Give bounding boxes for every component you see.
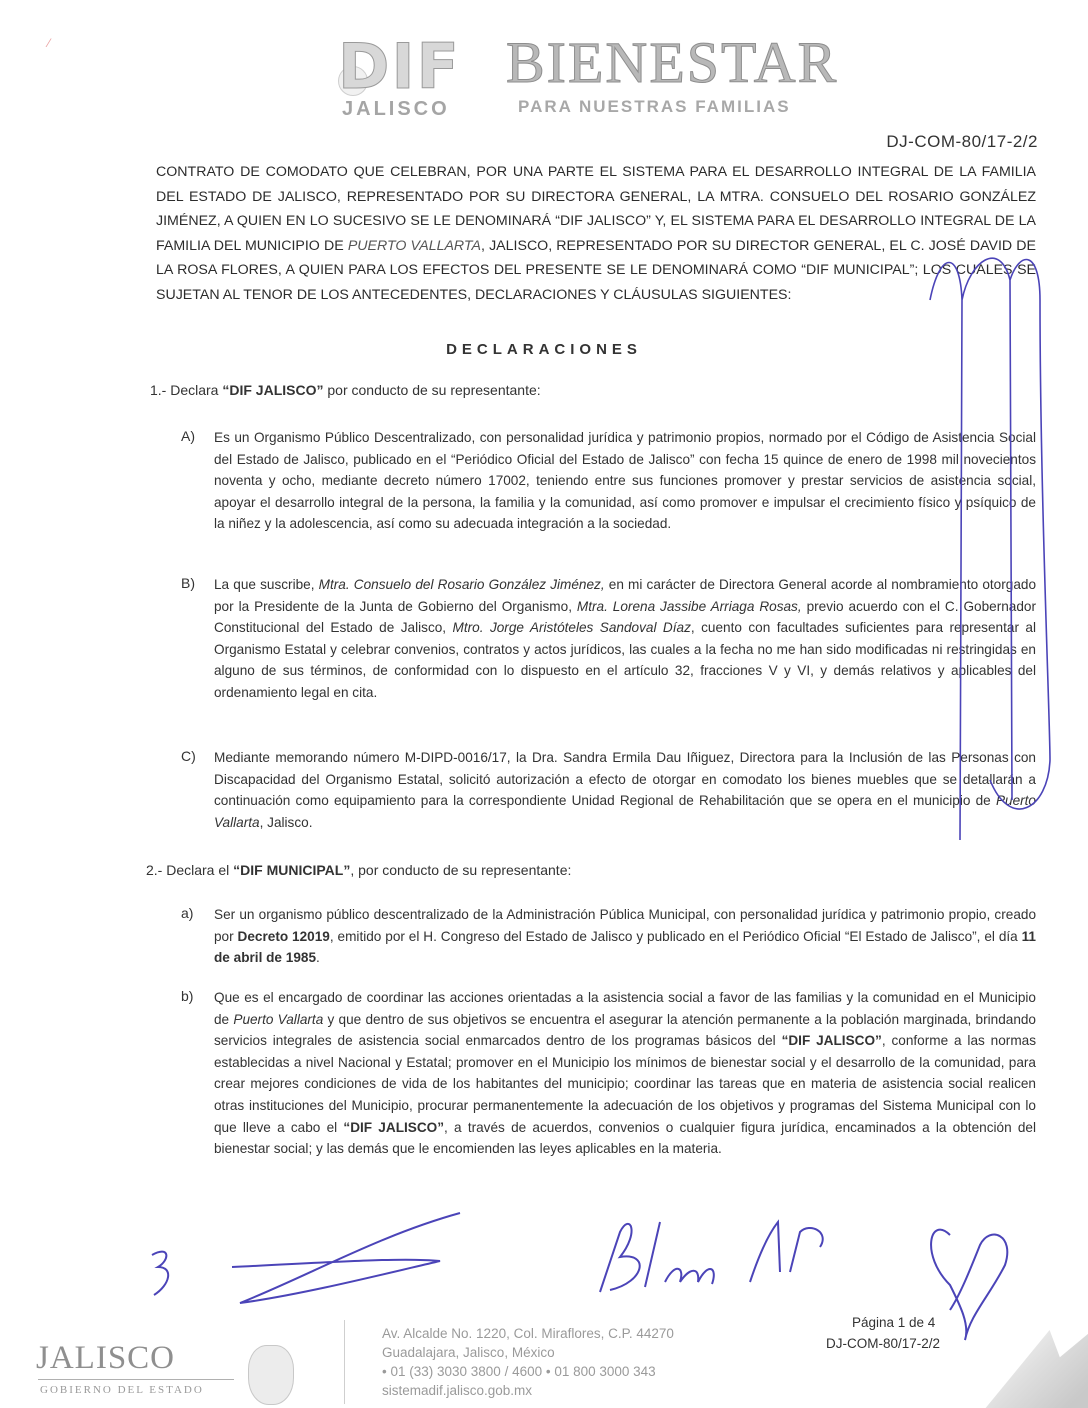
item-label: b) — [181, 988, 194, 1004]
item-label: A) — [181, 428, 195, 444]
text: en mi carácter de Directora General acorde al nombramiento otorgado por la Presidente de la Junta de Gobierno del Organismo, — [214, 577, 1036, 614]
logo-divider — [38, 1379, 234, 1380]
item-label: a) — [181, 905, 194, 921]
name: Mtra. Lorena Jassibe Arriaga Rosas, — [576, 598, 802, 614]
signature-2 — [590, 1212, 840, 1302]
decree: Decreto 12019 — [237, 928, 330, 944]
intro-text-1: CONTRATO DE COMODATO QUE CELEBRAN, POR UNA PARTE EL SISTEMA PARA EL DESARROLLO INTEGRAL DE LA FAMILIA DEL ESTADO DE JALISCO, REPRESENTADO POR SU DIRECTORA GENERAL, LA MTRA. CONSUELO DEL ROSARIO GONZÁLEZ JIMÉNEZ, A QUIEN EN LO SUCESIVO SE LE DENOMINARÁ “DIF JALISCO” Y, EL SISTEMA PARA EL DESARROLLO INTEGRAL DE LA FAMILIA DEL MUNICIPIO DE — [156, 164, 1036, 254]
phone-line: • 01 (33) 3030 3800 / 4600 • 01 800 3000 343 — [382, 1364, 656, 1379]
heading-entity: “DIF MUNICIPAL” — [233, 862, 351, 878]
heading-text: , por conducto de su representante: — [350, 862, 572, 878]
heading-text: por conducto de su representante: — [323, 382, 541, 398]
page-number: Página 1 de 4 — [852, 1315, 936, 1330]
footer-divider — [344, 1320, 345, 1404]
declaration-2-heading — [146, 862, 571, 878]
website: sistemadif.jalisco.gob.mx — [382, 1383, 533, 1398]
dif-logo-subtitle: JALISCO — [342, 98, 450, 120]
jalisco-state-logo: JALISCO — [36, 1340, 176, 1376]
text: y que dentro de sus objetivos se encuentra el asegurar la atención permanente a la población marginada, brindando servicios integrales de asistencia social enmarcados dentro de los programas básicos del — [214, 1011, 1036, 1049]
address-line-1: Av. Alcalde No. 1220, Col. Miraflores, C.P. 44270 — [382, 1326, 674, 1341]
footer-address — [382, 1324, 674, 1400]
section-title: DECLARACIONES — [446, 341, 642, 358]
municipality: Puerto Vallarta — [214, 793, 1036, 830]
name: Mtra. Consuelo del Rosario González Jiménez, — [318, 577, 605, 592]
declaration-1-item-a: Es un Organismo Público Descentralizado, con personalidad jurídica y patrimonio propios, normado por el Código de Asistencia Social del Estado de Jalisco, publicado en el “Periódico Oficial del Estado de Jalisco” con fecha 15 quince de enero de 1998 mil novecientos noventa y ocho, mediante decreto número 17002, teniendo entre sus funciones promover y prestar servicios de asistencia social, apoyar el desarrollo integral de la persona, la familia y la comunidad, así como promover e impulsar el crecimiento físico y psíquico de la niñez y la adolescencia, así como su adecuada integración a la sociedad. — [214, 430, 1036, 532]
brand-title: BIENESTAR — [506, 30, 839, 95]
declaration-2-item-b — [214, 987, 1036, 1160]
heading-text: 2.- Declara el — [146, 862, 234, 878]
text: , cuento con facultades suficientes para representar al Organismo Estatal y celebrar convenios, contratos y actos jurídicos, las cuales a la fecha no me han sido modificadas ni restringidas en alguno de sus términos, de conformidad con lo dispuesto en el artículo 32, fracciones V y VI, y demás relativos y aplicables del ordenamiento legal en cita. — [214, 620, 1036, 700]
name: Mtro. Jorge Aristóteles Sandoval Díaz — [452, 620, 691, 636]
margin-signature — [900, 240, 1060, 860]
document-code: DJ-COM-80/17-2/2 — [886, 132, 1038, 151]
item-label: C) — [181, 748, 196, 764]
text: , emitido por el H. Congreso del Estado de Jalisco y publicado en el Periódico Oficial “El Estado de Jalisco”, el día — [329, 928, 1022, 944]
date: 11 de abril de 1985 — [214, 928, 1036, 966]
jalisco-state-subtitle: GOBIERNO DEL ESTADO — [40, 1384, 204, 1396]
intro-municipality: PUERTO VALLARTA — [347, 237, 482, 254]
address-line-2: Guadalajara, Jalisco, México — [382, 1345, 555, 1360]
text: La que suscribe, — [214, 577, 319, 592]
intro-text-2: , JALISCO, REPRESENTADO POR SU DIRECTOR GENERAL, EL C. JOSÉ DAVID DE LA ROSA FLORES, A QUIEN PARA LOS EFECTOS DEL PRESENTE SE LE DENOMINARÁ COMO “DIF MUNICIPAL”; LOS CUALES SE SUJETAN AL TENOR DE LOS ANTECEDENTES, DECLARACIONES Y CLÁUSULAS SIGUIENTES: — [156, 237, 1037, 303]
heading-text: 1.- Declara — [150, 382, 223, 398]
declaration-1-heading — [150, 382, 541, 398]
entity: “DIF JALISCO” — [781, 1033, 882, 1049]
dif-logo-text: DIF — [338, 30, 461, 103]
footer-document-code: DJ-COM-80/17-2/2 — [826, 1336, 941, 1351]
signature-1 — [140, 1205, 500, 1315]
heading-entity: “DIF JALISCO” — [222, 382, 324, 398]
coat-of-arms-icon — [248, 1345, 294, 1405]
dif-jalisco-logo — [338, 30, 468, 126]
text: , a través de acuerdos, convenios o cualquier figura jurídica, encaminados a la obtención del bienestar social; y las demás que le encomienden las leyes aplicables en la materia. — [214, 1119, 1037, 1157]
text: , conforme a las normas establecidas a nivel Nacional y Estatal; promover en el Municipio los mínimos de bienestar social y el desarrollo de la comunidad, para crear mejores condiciones de vida de los habitantes del municipio; coordinar las tareas que en materia de asistencia social realicen otras instituciones del Municipio, procurar permanentemente la adecuación de los objetivos y programas del Sistema Municipal con lo que lleve a cabo el — [214, 1033, 1037, 1135]
text: . — [316, 950, 320, 966]
text: Ser un organismo público descentralizado de la Administración Pública Municipal, con personalidad jurídica y patrimonio propio, creado por — [214, 907, 1036, 944]
text: , Jalisco. — [259, 814, 313, 830]
declaration-2-item-a — [214, 904, 1036, 969]
brand-tagline: PARA NUESTRAS FAMILIAS — [518, 97, 791, 116]
municipality: Puerto Vallarta — [233, 1011, 324, 1027]
scan-smudge: ⁄ — [48, 36, 51, 50]
text: Mediante memorando número M-DIPD-0016/17, la Dra. Sandra Ermila Dau Iñiguez, Directora para la Inclusión de las Personas con Discapacidad del Organismo Estatal, solicitó autorización a efecto de otorgar en comodato los bienes muebles que se detallarán a continuación como equipamiento para la correspondiente Unidad Regional de Rehabilitación que se opera en el municipio de — [214, 750, 1036, 809]
text: previo acuerdo con el C. Gobernador Constitucional del Estado de Jalisco, — [214, 598, 1036, 636]
item-label: B) — [181, 575, 195, 591]
entity: “DIF JALISCO” — [343, 1119, 445, 1135]
text: Que es el encargado de coordinar las acciones orientadas a la asistencia social a favor de las familias y la comunidad en el Municipio de — [214, 990, 1036, 1027]
